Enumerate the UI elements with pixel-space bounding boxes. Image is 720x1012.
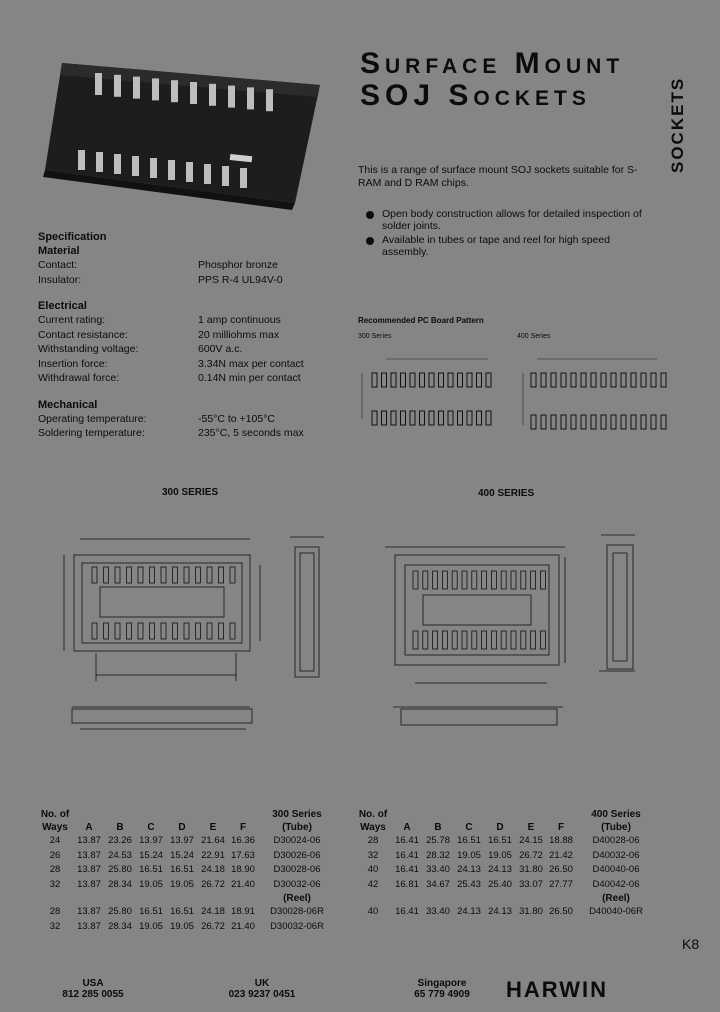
photo-pin xyxy=(168,160,175,180)
pcb-pad xyxy=(561,415,566,429)
pcb-pad xyxy=(531,415,536,429)
mechanical-heading: Mechanical xyxy=(38,398,98,411)
section-side-label: SOCKETS xyxy=(668,76,687,174)
pcb-pattern-title: Recommended PC Board Pattern xyxy=(358,316,484,325)
socket-pin xyxy=(173,567,178,583)
harwin-logo: HARWIN xyxy=(506,977,609,1002)
pcb-pad xyxy=(581,415,586,429)
spec-row: Operating temperature: -55°C to +105°C xyxy=(38,412,275,425)
pcb-pad xyxy=(641,415,646,429)
photo-pin xyxy=(132,156,139,176)
pcb-pad xyxy=(467,373,472,387)
drawing-300-series xyxy=(50,525,350,775)
socket-pin xyxy=(540,571,545,589)
pcb-pad xyxy=(401,373,406,387)
photo-pin xyxy=(78,150,85,170)
pcb-pad xyxy=(551,373,556,387)
table-300-series xyxy=(36,808,336,934)
table-row: 42 16.81 34.67 25.43 25.40 33.07 27.77 D40042-06 xyxy=(367,878,640,890)
photo-pin xyxy=(186,162,193,182)
pcb-pad xyxy=(391,411,396,425)
spec-row: Withstanding voltage: 600V a.c. xyxy=(38,343,243,355)
table-header-row: Ways A B C D E F (Tube) xyxy=(42,822,312,833)
socket-pin xyxy=(521,631,526,649)
socket-pin xyxy=(462,631,467,649)
intro-text: This is a range of surface mount SOJ sockets suitable for S-RAM and D RAM chips. xyxy=(358,164,638,189)
pcb-pad xyxy=(541,415,546,429)
spec-row: Insertion force: 3.34N max per contact xyxy=(38,357,304,370)
table-row: 40 16.41 33.40 24.13 24.13 31.80 26.50 D40040-06R xyxy=(367,906,643,917)
socket-pin xyxy=(230,567,235,583)
pcb-pad xyxy=(420,411,425,425)
pcb-pad xyxy=(477,411,482,425)
socket-pin xyxy=(511,631,516,649)
socket-pin xyxy=(196,623,201,639)
socket-pin xyxy=(207,567,212,583)
table-row: 40 16.41 33.40 24.13 24.13 31.80 26.50 D40040-06 xyxy=(367,864,640,875)
table-row: 26 13.87 24.53 15.24 15.24 22.91 17.63 D30026-06 xyxy=(49,849,321,861)
pcb-pad xyxy=(651,373,656,387)
spec-heading: Specification xyxy=(38,231,107,243)
pcb-pad xyxy=(541,373,546,387)
electrical-heading: Electrical xyxy=(38,300,87,312)
socket-pin xyxy=(482,631,487,649)
socket-pin xyxy=(501,571,506,589)
socket-pin xyxy=(413,571,418,589)
spec-row: Contact resistance: 20 milliohms max xyxy=(38,328,280,341)
socket-pin xyxy=(491,631,496,649)
photo-pin xyxy=(222,166,229,186)
pcb-pad xyxy=(372,373,377,387)
socket-pin xyxy=(501,631,506,649)
spec-row: Current rating: 1 amp continuous xyxy=(38,314,281,326)
socket-pin xyxy=(219,623,224,639)
socket-pin xyxy=(150,623,155,639)
pcb-pad xyxy=(391,373,396,387)
pcb-pad xyxy=(467,411,472,425)
pcb-pad xyxy=(631,415,636,429)
socket-pin xyxy=(472,631,477,649)
pcb-pad xyxy=(621,415,626,429)
photo-pin xyxy=(171,80,178,102)
pcb-pad xyxy=(591,415,596,429)
socket-pin xyxy=(482,571,487,589)
socket-pin xyxy=(92,567,97,583)
photo-pin xyxy=(190,82,197,104)
socket-pin xyxy=(127,567,132,583)
socket-pin xyxy=(150,567,155,583)
photo-pin xyxy=(150,158,157,178)
socket-pin xyxy=(184,567,189,583)
feature-item: Open body construction allows for detailed inspection of solder joints. xyxy=(366,208,656,232)
page-code: K8 xyxy=(682,936,700,952)
socket-product-image xyxy=(40,45,340,215)
pcb-pad xyxy=(382,373,387,387)
pcb-pad xyxy=(458,411,463,425)
table-header-row: No. of 400 Series xyxy=(358,809,641,820)
socket-pin xyxy=(161,567,166,583)
pcb-pad xyxy=(439,373,444,387)
pcb-pad xyxy=(429,411,434,425)
pcb-pad xyxy=(531,373,536,387)
pcb-pad xyxy=(651,415,656,429)
pcb-pad xyxy=(611,373,616,387)
pcb-pad xyxy=(486,373,491,387)
photo-pin xyxy=(96,152,103,172)
socket-pin xyxy=(184,623,189,639)
socket-pin xyxy=(531,571,536,589)
pcb-pad xyxy=(486,411,491,425)
pcb-pad xyxy=(661,373,666,387)
material-heading: Material xyxy=(38,245,80,257)
pcb-pad xyxy=(571,373,576,387)
socket-pin xyxy=(462,571,467,589)
socket-pin xyxy=(207,623,212,639)
pcb-pad xyxy=(429,373,434,387)
socket-pin xyxy=(127,623,132,639)
socket-pin xyxy=(540,631,545,649)
table-row: 24 13.87 23.26 13.97 13.97 21.64 16.36 D30024-06 xyxy=(49,835,321,846)
drawing-400-title: 400 SERIES xyxy=(478,488,535,499)
pcb-pad xyxy=(601,415,606,429)
socket-pin xyxy=(161,623,166,639)
pcb-pad xyxy=(477,373,482,387)
table-row: 28 16.41 25.78 16.51 16.51 24.15 18.88 D40028-06 xyxy=(367,835,640,846)
spec-row: Soldering temperature: 235°C, 5 seconds max xyxy=(38,427,304,439)
socket-pin xyxy=(423,571,428,589)
pcb-pad xyxy=(591,373,596,387)
socket-pin xyxy=(442,631,447,649)
photo-pin xyxy=(266,89,273,111)
page-title: Surface Mount SOJ Sockets xyxy=(360,47,625,112)
socket-pin xyxy=(413,631,418,649)
socket-pin xyxy=(104,567,109,583)
photo-pin xyxy=(204,164,211,184)
photo-pin xyxy=(228,86,235,108)
table-reel-label: (Reel) xyxy=(602,893,630,904)
socket-pin xyxy=(92,623,97,639)
drawing-400-series xyxy=(365,525,665,775)
photo-pin xyxy=(114,154,121,174)
spec-row: Insulator: PPS R-4 UL94V-0 xyxy=(38,273,283,286)
socket-pin xyxy=(531,631,536,649)
socket-pin xyxy=(104,623,109,639)
pcb-pattern-400 xyxy=(517,345,677,435)
photo-pin xyxy=(133,77,140,99)
socket-pin xyxy=(138,623,143,639)
socket-pin xyxy=(138,567,143,583)
pcb-pad xyxy=(631,373,636,387)
pcb-pad xyxy=(420,373,425,387)
footer-singapore: Singapore 65 779 4909 xyxy=(414,978,470,1000)
socket-pin xyxy=(115,567,120,583)
pcb-pad xyxy=(458,373,463,387)
socket-pin xyxy=(230,623,235,639)
specification-block xyxy=(38,230,338,441)
pcb-pad xyxy=(621,373,626,387)
pcb-pad xyxy=(410,411,415,425)
pcb-pad xyxy=(561,373,566,387)
pcb-pad xyxy=(372,411,377,425)
pcb-pad xyxy=(448,411,453,425)
footer-usa: USA 812 285 0055 xyxy=(62,978,124,1000)
socket-pin xyxy=(433,631,438,649)
spec-row: Contact: Phosphor bronze xyxy=(38,259,278,271)
socket-pin xyxy=(423,631,428,649)
table-row: 32 13.87 28.34 19.05 19.05 26.72 21.40 D30032-06R xyxy=(49,920,324,932)
spec-row: Withdrawal force: 0.14N min per contact xyxy=(38,372,301,384)
socket-pin xyxy=(511,571,516,589)
pcb-400-label: 400 Series xyxy=(517,333,551,340)
pcb-pad xyxy=(611,415,616,429)
pcb-pad xyxy=(661,415,666,429)
photo-pin xyxy=(114,75,121,97)
table-reel-label: (Reel) xyxy=(283,893,311,904)
pcb-pad xyxy=(641,373,646,387)
feature-item: Available in tubes or tape and reel for high speed assembly. xyxy=(366,234,656,258)
pcb-pad xyxy=(401,411,406,425)
photo-pin xyxy=(247,87,254,109)
pcb-pad xyxy=(571,415,576,429)
pcb-pad xyxy=(382,411,387,425)
table-row: 28 13.87 25.80 16.51 16.51 24.18 18.91 D30028-06R xyxy=(49,906,324,917)
table-header-row: No. of 300 Series xyxy=(40,809,322,820)
feature-list xyxy=(366,208,656,260)
socket-pin xyxy=(472,571,477,589)
socket-pin xyxy=(173,623,178,639)
pcb-pad xyxy=(601,373,606,387)
socket-pin xyxy=(452,571,457,589)
table-header-row: Ways A B C D E F (Tube) xyxy=(360,822,631,833)
pcb-pad xyxy=(439,411,444,425)
photo-pin xyxy=(95,73,102,95)
pcb-pattern-300 xyxy=(358,345,508,435)
table-row: 32 16.41 28.32 19.05 19.05 26.72 21.42 D40032-06 xyxy=(367,849,640,861)
drawing-300-title: 300 SERIES xyxy=(162,487,219,498)
table-row: 28 13.87 25.80 16.51 16.51 24.18 18.90 D30028-06 xyxy=(49,864,321,875)
pcb-pad xyxy=(410,373,415,387)
socket-pin xyxy=(521,571,526,589)
socket-pin xyxy=(219,567,224,583)
socket-pin xyxy=(491,571,496,589)
socket-pin xyxy=(115,623,120,639)
socket-pin xyxy=(433,571,438,589)
pcb-pad xyxy=(551,415,556,429)
socket-pin xyxy=(442,571,447,589)
pcb-pad xyxy=(581,373,586,387)
pcb-pad xyxy=(448,373,453,387)
socket-pin xyxy=(452,631,457,649)
table-400-series xyxy=(354,808,656,920)
photo-pin xyxy=(240,168,247,188)
photo-pin xyxy=(152,78,159,100)
photo-pin xyxy=(209,84,216,106)
footer-uk: UK 023 9237 0451 xyxy=(228,978,296,1000)
socket-pin xyxy=(196,567,201,583)
pcb-300-label: 300 Series xyxy=(358,333,392,340)
table-row: 32 13.87 28.34 19.05 19.05 26.72 21.40 D30032-06 xyxy=(49,878,321,890)
